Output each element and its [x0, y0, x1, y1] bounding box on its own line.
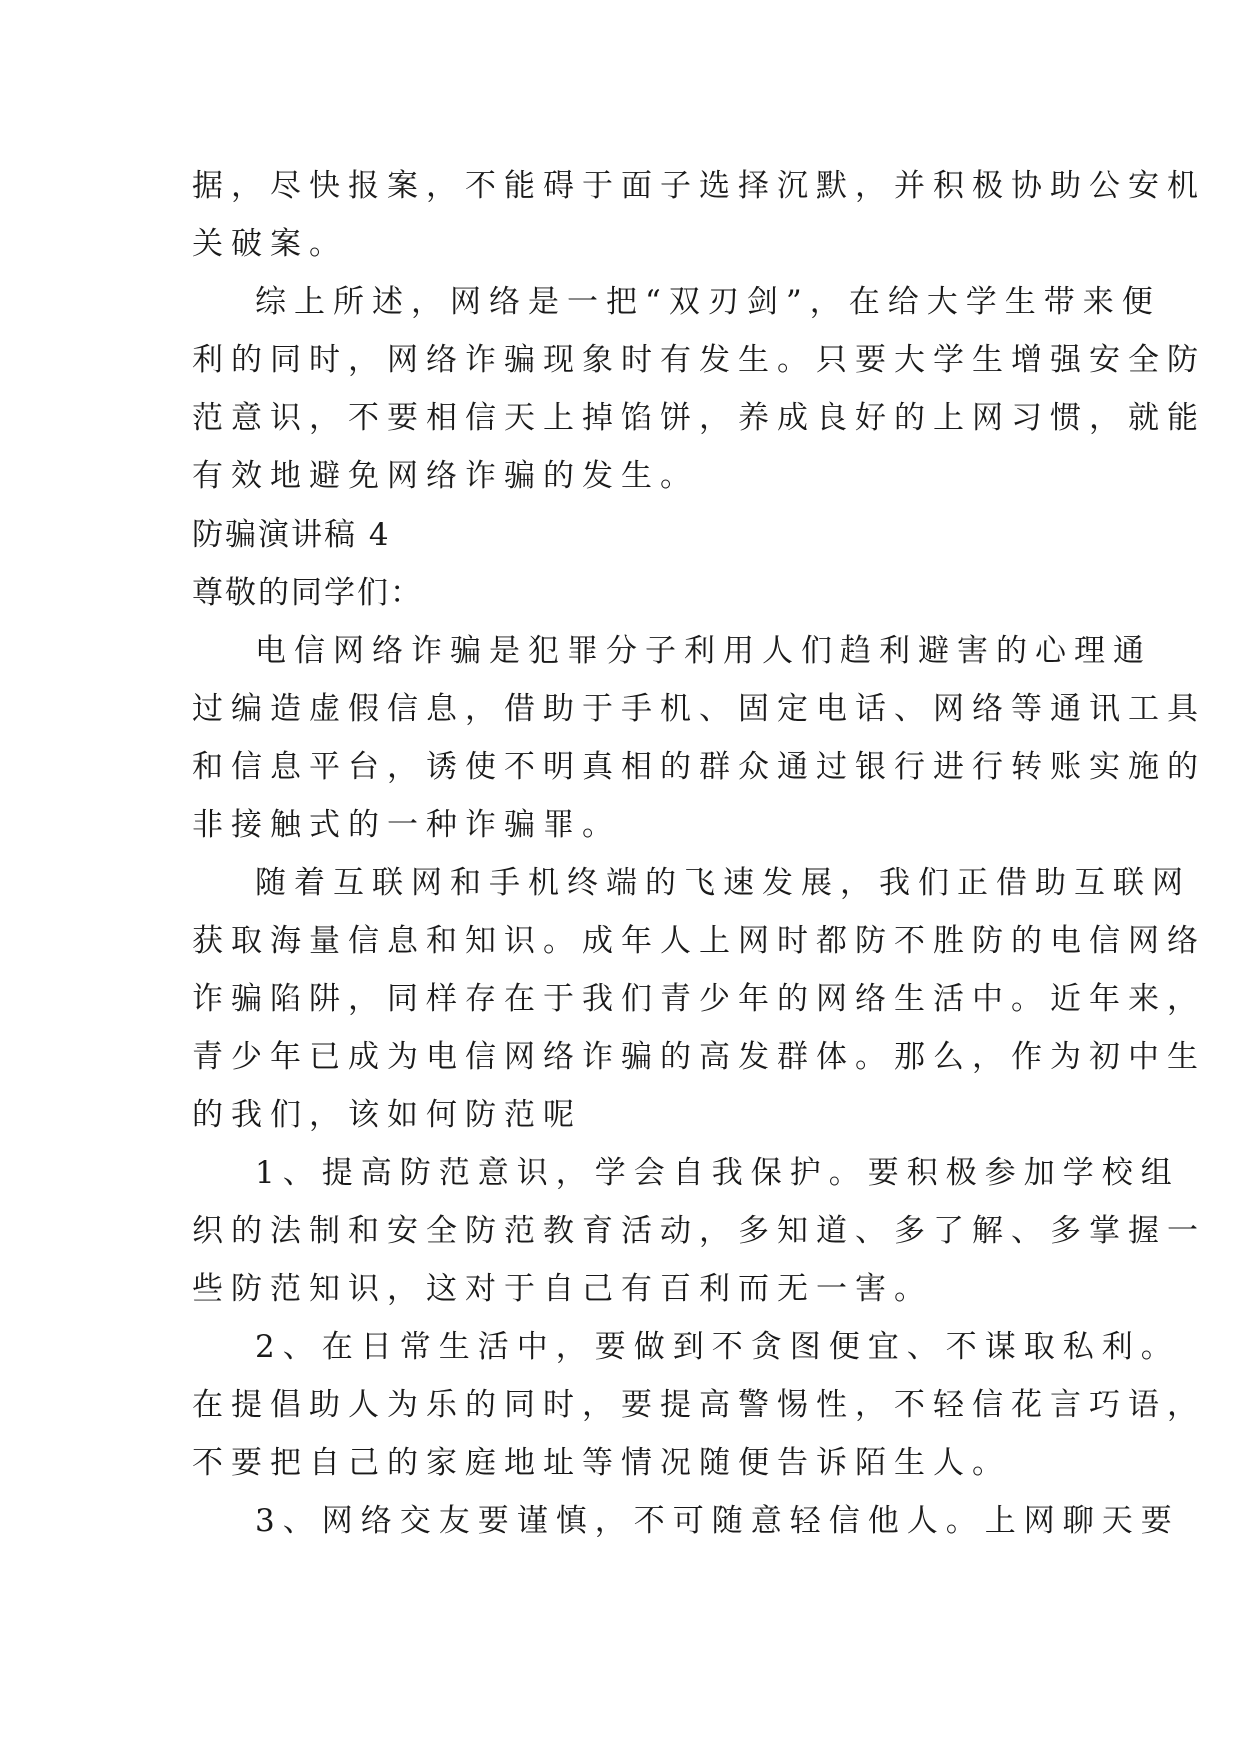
list-item-2: 2、在日常生活中，要做到不贪图便宜、不谋取私利。 — [255, 1329, 1180, 1365]
text-line: 关破案。 — [192, 226, 348, 262]
text-line: 些防范知识，这对于自己有百利而无一害。 — [192, 1271, 933, 1307]
salutation: 尊敬的同学们： — [192, 575, 423, 611]
text-line: 织的法制和安全防范教育活动，多知道、多了解、多掌握一 — [192, 1213, 1206, 1249]
list-item-1: 1、提高防范意识，学会自我保护。要积极参加学校组 — [255, 1155, 1180, 1191]
text-line: 获取海量信息和知识。成年人上网时都防不胜防的电信网络 — [192, 923, 1206, 959]
text-line: 不要把自己的家庭地址等情况随便告诉陌生人。 — [192, 1445, 1011, 1481]
paragraph-start: 综上所述，网络是一把“双刃剑”，在给大学生带来便 — [255, 284, 1161, 320]
text-line: 有效地避免网络诈骗的发生。 — [192, 458, 699, 494]
text-line: 过编造虚假信息，借助于手机、固定电话、网络等通讯工具 — [192, 691, 1206, 727]
text-line: 据，尽快报案，不能碍于面子选择沉默，并积极协助公安机 — [192, 168, 1206, 204]
text-line: 范意识，不要相信天上掉馅饼，养成良好的上网习惯，就能 — [192, 400, 1206, 436]
paragraph-start: 随着互联网和手机终端的飞速发展，我们正借助互联网 — [255, 865, 1191, 901]
section-heading: 防骗演讲稿 4 — [192, 517, 391, 553]
text-line: 诈骗陷阱，同样存在于我们青少年的网络生活中。近年来， — [192, 981, 1206, 1017]
text-line: 非接触式的一种诈骗罪。 — [192, 807, 621, 843]
text-line: 青少年已成为电信网络诈骗的高发群体。那么，作为初中生 — [192, 1039, 1206, 1075]
list-item-3: 3、网络交友要谨慎，不可随意轻信他人。上网聊天要 — [255, 1503, 1180, 1539]
text-line: 利的同时，网络诈骗现象时有发生。只要大学生增强安全防 — [192, 342, 1206, 378]
text-line: 和信息平台，诱使不明真相的群众通过银行进行转账实施的 — [192, 749, 1206, 785]
text-line: 的我们，该如何防范呢 — [192, 1097, 582, 1133]
paragraph-start: 电信网络诈骗是犯罪分子利用人们趋利避害的心理通 — [255, 633, 1152, 669]
text-line: 在提倡助人为乐的同时，要提高警惕性，不轻信花言巧语， — [192, 1387, 1206, 1423]
